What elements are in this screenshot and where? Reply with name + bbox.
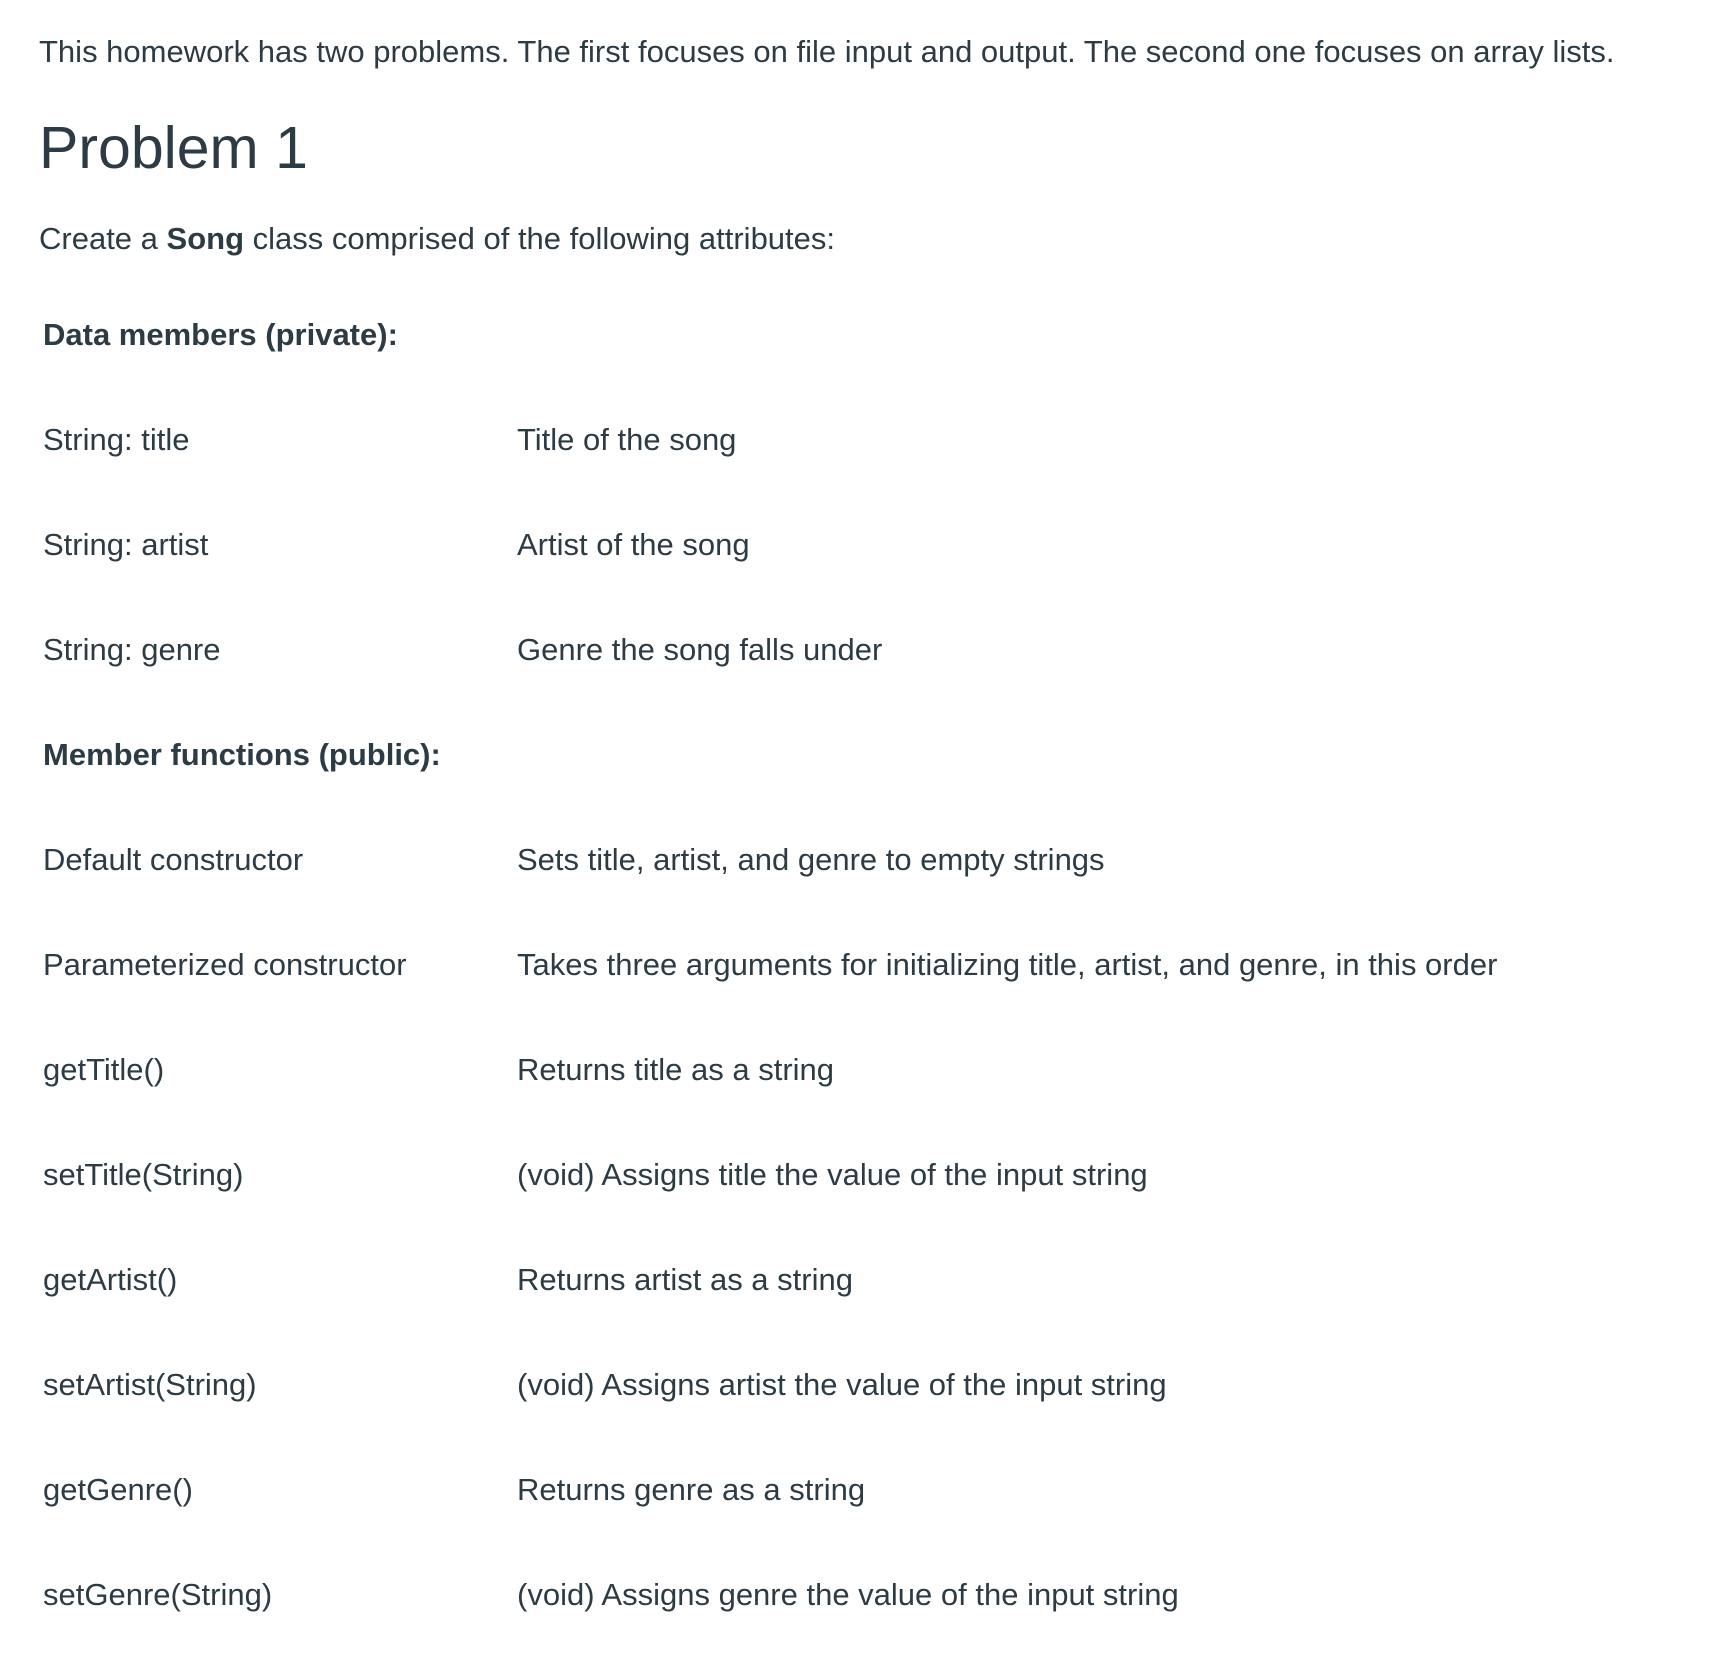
page-title: Problem 1 (39, 115, 308, 181)
function-name: setGenre(String) (43, 1577, 273, 1612)
function-name: getArtist() (43, 1262, 178, 1297)
function-description: (void) Assigns artist the value of the input string (517, 1367, 1167, 1402)
table-row (43, 525, 1663, 630)
function-description: (void) Assigns genre the value of the input string (517, 1577, 1179, 1612)
attributes-table (43, 315, 1663, 1680)
function-name: Default constructor (43, 842, 304, 877)
member-description: Artist of the song (517, 527, 750, 562)
member-name: String: artist (43, 527, 209, 562)
function-description: Returns title as a string (517, 1052, 835, 1087)
lead-text-before: Create a (39, 221, 167, 256)
function-name: setTitle(String) (43, 1157, 244, 1192)
class-name: Song (166, 221, 245, 256)
member-description: Genre the song falls under (517, 632, 883, 667)
table-row (43, 1050, 1663, 1155)
table-section-header (43, 735, 1663, 840)
table-row (43, 1365, 1663, 1470)
function-name: getGenre() (43, 1472, 193, 1507)
table-row (43, 1575, 1663, 1680)
function-description: (void) Assigns title the value of the input string (517, 1157, 1148, 1192)
table-row (43, 945, 1663, 1050)
table-row (43, 420, 1663, 525)
lead-paragraph (39, 219, 835, 259)
member-name: String: title (43, 422, 190, 457)
table-row (43, 630, 1663, 735)
member-functions-header: Member functions (public): (43, 737, 441, 772)
table-row (43, 1260, 1663, 1365)
data-members-header: Data members (private): (43, 317, 398, 352)
function-description: Takes three arguments for initializing title, artist, and genre, in this order (517, 947, 1498, 982)
function-name: Parameterized constructor (43, 947, 407, 982)
table-section-header (43, 315, 1663, 420)
function-name: getTitle() (43, 1052, 165, 1087)
table-row (43, 1470, 1663, 1575)
table-row (43, 1155, 1663, 1260)
member-name: String: genre (43, 632, 221, 667)
table-row (43, 840, 1663, 945)
function-description: Returns genre as a string (517, 1472, 866, 1507)
intro-paragraph: This homework has two problems. The first focuses on file input and output. The second one focuses on array lists. (39, 34, 1615, 69)
member-description: Title of the song (517, 422, 737, 457)
function-description: Returns artist as a string (517, 1262, 853, 1297)
function-description: Sets title, artist, and genre to empty strings (517, 842, 1105, 877)
function-name: setArtist(String) (43, 1367, 257, 1402)
lead-text-after: class comprised of the following attributes: (244, 221, 836, 256)
